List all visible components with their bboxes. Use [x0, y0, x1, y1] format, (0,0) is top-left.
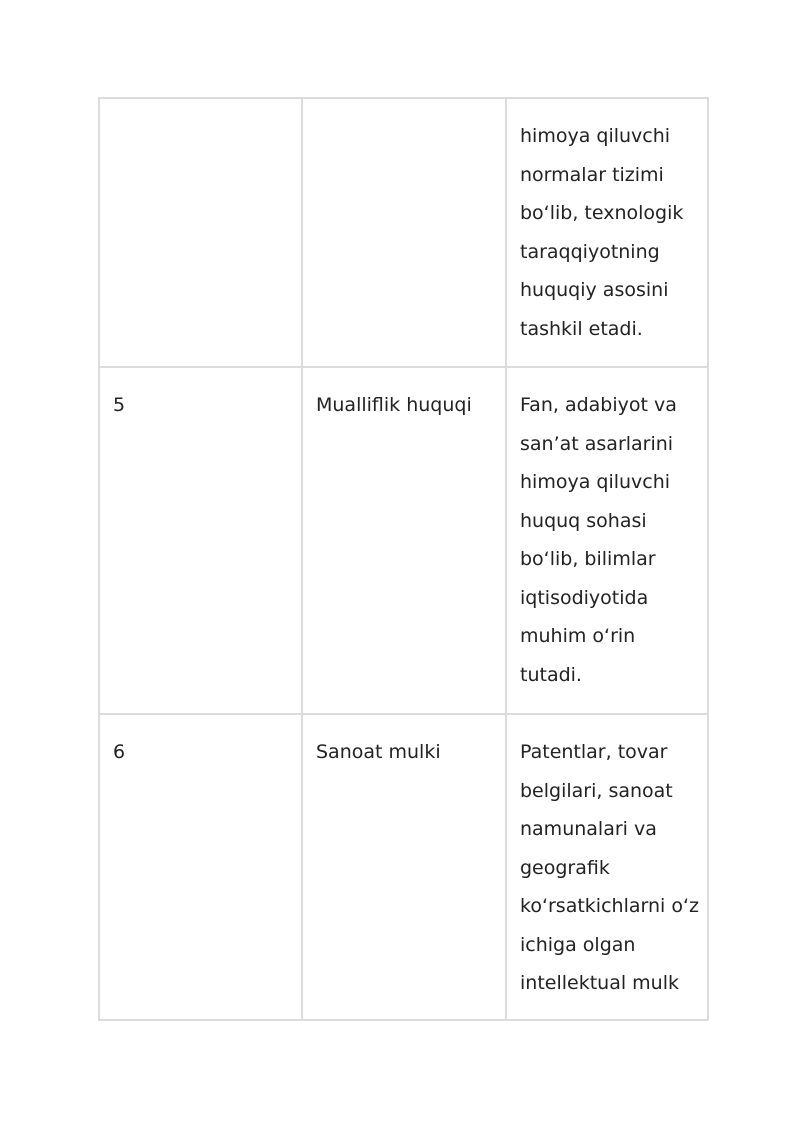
definition-line: himoya qiluvchi [520, 125, 671, 147]
definition-cell [506, 367, 708, 714]
term-cell [302, 98, 506, 367]
definition-line: himoya qiluvchi [520, 471, 671, 493]
definition-cell [506, 98, 708, 367]
definition-line: huquq sohasi [520, 509, 647, 532]
table-row [99, 367, 708, 714]
definition-line: iqtisodiyotida [520, 586, 649, 609]
definition-line: san’at asarlarini [520, 432, 674, 455]
table-row [99, 98, 708, 367]
term-cell: Mualliflik huquqi [302, 367, 506, 714]
definitions-table [98, 97, 709, 1021]
definition-line: tutadi. [520, 663, 582, 686]
definition-line: taraqqiyotning [520, 240, 660, 263]
definition-line: Fan, adabiyot va [520, 394, 677, 416]
definition-line: bo‘lib, texnologik [520, 202, 684, 224]
definition-line: ichiga olgan [520, 933, 636, 956]
term-cell: Sanoat mulki [302, 714, 506, 1020]
row-number-cell: 5 [99, 367, 302, 714]
row-number-cell: 6 [99, 714, 302, 1020]
definition-line: bo‘lib, bilimlar [520, 548, 656, 570]
definition-line: ko‘rsatkichlarni o‘z [520, 895, 699, 917]
definition-line: normalar tizimi [520, 163, 664, 186]
definition-line: huquqiy asosini [520, 279, 669, 301]
definition-line: intellektual mulk [520, 972, 679, 994]
definition-cell [506, 714, 708, 1020]
definition-line: muhim o‘rin [520, 625, 636, 647]
definition-line: belgilari, sanoat [520, 779, 673, 802]
table-row [99, 714, 708, 1020]
definition-line: Patentlar, tovar [520, 741, 668, 763]
definition-line: namunalari va [520, 818, 657, 840]
definition-line: tashkil etadi. [520, 317, 643, 340]
row-number-cell [99, 98, 302, 367]
definition-line: geografik [520, 856, 610, 879]
